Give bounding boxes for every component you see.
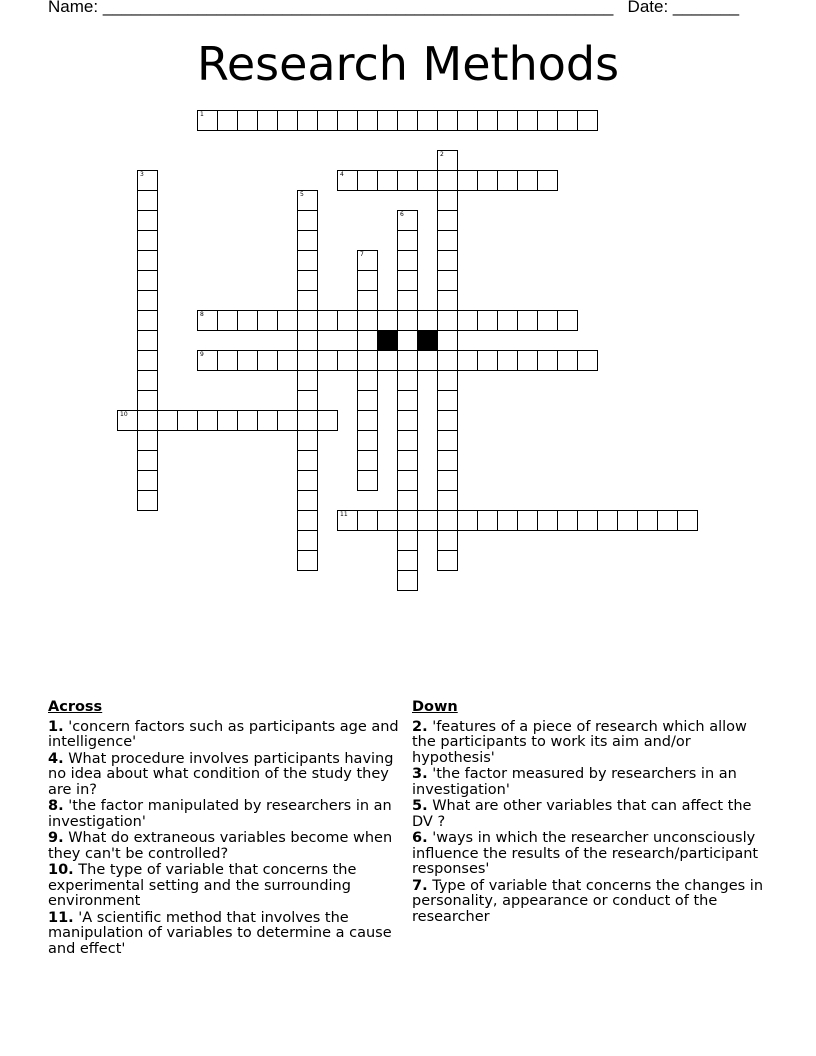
clue-number: 11.	[48, 909, 74, 926]
crossword-cell[interactable]	[357, 270, 378, 291]
crossword-cell[interactable]	[397, 290, 418, 311]
crossword-cell[interactable]	[297, 390, 318, 411]
crossword-cell[interactable]	[357, 290, 378, 311]
crossword-cell[interactable]	[397, 210, 418, 231]
crossword-cell[interactable]	[297, 550, 318, 571]
crossword-cell[interactable]	[417, 350, 438, 371]
date-blank[interactable]: _______	[672, 0, 740, 16]
crossword-cell[interactable]	[437, 270, 458, 291]
crossword-cell[interactable]	[137, 350, 158, 371]
crossword-cell[interactable]	[397, 110, 418, 131]
crossword-cell[interactable]	[137, 450, 158, 471]
crossword-cell[interactable]	[137, 310, 158, 331]
crossword-cell[interactable]	[297, 510, 318, 531]
crossword-cell[interactable]	[497, 110, 518, 131]
clue-number: 2.	[412, 718, 428, 735]
crossword-cell[interactable]	[257, 410, 278, 431]
crossword-cell[interactable]	[577, 110, 598, 131]
crossword-cell[interactable]	[397, 470, 418, 491]
crossword-cell[interactable]	[437, 350, 458, 371]
crossword-cell[interactable]	[437, 250, 458, 271]
crossword-cell[interactable]	[457, 110, 478, 131]
clue-number: 7.	[412, 877, 428, 894]
crossword-cell[interactable]	[357, 310, 378, 331]
clue-text: 'A scientific method that involves the manipulation of variables to determine a cause and effect'	[48, 909, 392, 957]
crossword-cell[interactable]	[517, 510, 538, 531]
crossword-cell[interactable]	[357, 390, 378, 411]
crossword-cell[interactable]	[397, 270, 418, 291]
crossword-cell[interactable]	[157, 410, 178, 431]
clue-number: 4.	[48, 750, 64, 767]
crossword-cell[interactable]	[357, 250, 378, 271]
name-label: Name:	[48, 0, 99, 16]
crossword-cell[interactable]	[297, 270, 318, 291]
crossword-cell[interactable]	[397, 530, 418, 551]
crossword-cell[interactable]	[137, 290, 158, 311]
crossword-cell[interactable]	[457, 510, 478, 531]
crossword-cell[interactable]	[397, 430, 418, 451]
crossword-cell[interactable]	[357, 330, 378, 351]
crossword-cell[interactable]	[137, 330, 158, 351]
clue-down-5	[412, 799, 772, 830]
crossword-cell[interactable]	[557, 310, 578, 331]
crossword-cell[interactable]	[577, 510, 598, 531]
crossword-cell[interactable]	[237, 350, 258, 371]
crossword-cell[interactable]	[197, 410, 218, 431]
crossword-cell[interactable]	[537, 310, 558, 331]
crossword-cell[interactable]	[477, 110, 498, 131]
crossword-cell[interactable]	[437, 210, 458, 231]
crossword-cell[interactable]	[437, 530, 458, 551]
crossword-cell[interactable]	[317, 110, 338, 131]
crossword-cell[interactable]	[557, 110, 578, 131]
clue-text: 'features of a piece of research which allow the participants to work its aim and/or hypothesis'	[412, 718, 747, 766]
crossword-cell[interactable]	[297, 470, 318, 491]
clue-text: 'concern factors such as participants age and intelligence'	[48, 718, 399, 750]
crossword-cell[interactable]	[137, 210, 158, 231]
crossword-cell[interactable]	[357, 110, 378, 131]
crossword-cell[interactable]	[297, 290, 318, 311]
crossword-cell[interactable]	[337, 170, 358, 191]
crossword-cell[interactable]	[537, 110, 558, 131]
clue-text: What are other variables that can affect the DV ?	[412, 798, 752, 830]
crossword-cell[interactable]	[377, 310, 398, 331]
crossword-cell[interactable]	[537, 510, 558, 531]
across-clues	[48, 700, 406, 958]
crossword-cell[interactable]	[237, 310, 258, 331]
crossword-cell[interactable]	[437, 450, 458, 471]
clue-number-label: 2	[440, 151, 444, 158]
clue-number-label: 10	[120, 411, 128, 418]
black-square	[417, 330, 438, 351]
crossword-cell[interactable]	[257, 110, 278, 131]
crossword-cell[interactable]	[357, 450, 378, 471]
clue-number-label: 3	[140, 171, 144, 178]
down-clues	[412, 700, 772, 926]
clue-number-label: 9	[200, 351, 204, 358]
crossword-cell[interactable]	[437, 550, 458, 571]
crossword-cell[interactable]	[537, 350, 558, 371]
crossword-cell[interactable]	[457, 170, 478, 191]
clue-text: What do extraneous variables become when they can't be controlled?	[48, 830, 393, 862]
clue-number-label: 1	[200, 111, 204, 118]
crossword-cell[interactable]	[137, 410, 158, 431]
crossword-cell[interactable]	[337, 310, 358, 331]
crossword-cell[interactable]	[317, 310, 338, 331]
clue-number: 6.	[412, 830, 428, 846]
crossword-cell[interactable]	[437, 410, 458, 431]
crossword-cell[interactable]	[357, 470, 378, 491]
crossword-cell[interactable]	[357, 350, 378, 371]
crossword-cell[interactable]	[377, 510, 398, 531]
crossword-cell[interactable]	[137, 190, 158, 211]
crossword-cell[interactable]	[357, 370, 378, 391]
crossword-cell[interactable]	[437, 430, 458, 451]
crossword-cell[interactable]	[557, 350, 578, 371]
crossword-cell[interactable]	[297, 210, 318, 231]
crossword-cell[interactable]	[597, 510, 618, 531]
crossword-cell[interactable]	[237, 410, 258, 431]
crossword-cell[interactable]	[217, 310, 238, 331]
crossword-cell[interactable]	[397, 510, 418, 531]
crossword-cell[interactable]	[397, 350, 418, 371]
crossword-cell[interactable]	[297, 310, 318, 331]
crossword-cell[interactable]	[397, 570, 418, 591]
clue-text: 'ways in which the researcher unconsciously influence the results of the research/participant responses'	[412, 830, 759, 877]
crossword-cell[interactable]	[297, 230, 318, 251]
clue-down-3	[412, 767, 772, 798]
clue-text: Type of variable that concerns the changes in personality, appearance or conduct of the researcher	[412, 877, 764, 925]
clue-across-10	[48, 863, 406, 910]
crossword-cell[interactable]	[297, 350, 318, 371]
crossword-cell[interactable]	[437, 290, 458, 311]
crossword-cell[interactable]	[117, 410, 138, 431]
crossword-cell[interactable]	[277, 310, 298, 331]
crossword-cell[interactable]	[517, 350, 538, 371]
crossword-cell[interactable]	[377, 110, 398, 131]
crossword-cell[interactable]	[297, 430, 318, 451]
crossword-cell[interactable]	[357, 410, 378, 431]
crossword-cell[interactable]	[477, 170, 498, 191]
crossword-cell[interactable]	[497, 510, 518, 531]
crossword-cell[interactable]	[297, 410, 318, 431]
crossword-cell[interactable]	[317, 350, 338, 371]
crossword-cell[interactable]	[357, 170, 378, 191]
clue-across-8	[48, 799, 406, 830]
crossword-cell[interactable]	[417, 510, 438, 531]
crossword-cell[interactable]	[397, 550, 418, 571]
crossword-cell[interactable]	[297, 250, 318, 271]
crossword-cell[interactable]	[217, 350, 238, 371]
clue-text: What procedure involves participants having no idea about what condition of the study they are in?	[48, 750, 394, 798]
crossword-cell[interactable]	[517, 110, 538, 131]
crossword-cell[interactable]	[437, 110, 458, 131]
crossword-cell[interactable]	[437, 390, 458, 411]
clue-number: 1.	[48, 718, 64, 735]
crossword-cell[interactable]	[497, 310, 518, 331]
crossword-cell[interactable]	[637, 510, 658, 531]
black-square	[377, 330, 398, 351]
crossword-cell[interactable]	[177, 410, 198, 431]
name-blank[interactable]: ______________________________________________________	[102, 0, 614, 16]
crossword-cell[interactable]	[437, 310, 458, 331]
crossword-cell[interactable]	[137, 230, 158, 251]
crossword-cell[interactable]	[557, 510, 578, 531]
clue-number-label: 11	[340, 511, 348, 518]
crossword-cell[interactable]	[437, 490, 458, 511]
crossword-cell[interactable]	[137, 490, 158, 511]
crossword-cell[interactable]	[397, 370, 418, 391]
crossword-cell[interactable]	[337, 510, 358, 531]
crossword-cell[interactable]	[437, 510, 458, 531]
crossword-cell[interactable]	[137, 270, 158, 291]
crossword-cell[interactable]	[137, 470, 158, 491]
crossword-cell[interactable]	[397, 390, 418, 411]
crossword-cell[interactable]	[437, 330, 458, 351]
clue-number-label: 4	[340, 171, 344, 178]
crossword-cell[interactable]	[437, 370, 458, 391]
crossword-cell[interactable]	[317, 410, 338, 431]
crossword-cell[interactable]	[437, 190, 458, 211]
clue-number: 9.	[48, 830, 64, 846]
crossword-cell[interactable]	[477, 350, 498, 371]
crossword-cell[interactable]	[137, 430, 158, 451]
crossword-cell[interactable]	[437, 230, 458, 251]
crossword-cell[interactable]	[397, 450, 418, 471]
crossword-cell[interactable]	[497, 170, 518, 191]
crossword-cell[interactable]	[477, 510, 498, 531]
crossword-cell[interactable]	[617, 510, 638, 531]
crossword-cell[interactable]	[377, 350, 398, 371]
crossword-cell[interactable]	[237, 110, 258, 131]
crossword-cell[interactable]	[677, 510, 698, 531]
crossword-cell[interactable]	[297, 190, 318, 211]
crossword-cell[interactable]	[277, 350, 298, 371]
clue-down-2	[412, 720, 772, 767]
crossword-cell[interactable]	[397, 170, 418, 191]
crossword-cell[interactable]	[297, 110, 318, 131]
clue-number: 10.	[48, 862, 74, 878]
crossword-cell[interactable]	[217, 110, 238, 131]
clue-text: The type of variable that concerns the experimental setting and the surrounding environment	[48, 862, 357, 909]
crossword-cell[interactable]	[657, 510, 678, 531]
crossword-cell[interactable]	[137, 170, 158, 191]
crossword-cell[interactable]	[517, 170, 538, 191]
crossword-cell[interactable]	[297, 490, 318, 511]
crossword-cell[interactable]	[397, 490, 418, 511]
page-title: Research Methods	[196, 37, 620, 91]
crossword-cell[interactable]	[437, 470, 458, 491]
date-label: Date:	[627, 0, 669, 16]
crossword-cell[interactable]	[197, 350, 218, 371]
clue-across-4	[48, 752, 406, 799]
crossword-cell[interactable]	[217, 410, 238, 431]
crossword-cell[interactable]	[297, 450, 318, 471]
crossword-cell[interactable]	[357, 510, 378, 531]
crossword-cell[interactable]	[397, 230, 418, 251]
crossword-cell[interactable]	[457, 310, 478, 331]
crossword-cell[interactable]	[497, 350, 518, 371]
crossword-cell[interactable]	[537, 170, 558, 191]
clue-number-label: 5	[300, 191, 304, 198]
clue-across-1	[48, 720, 406, 751]
crossword-cell[interactable]	[197, 110, 218, 131]
crossword-cell[interactable]	[397, 410, 418, 431]
crossword-cell[interactable]	[417, 170, 438, 191]
crossword-cell[interactable]	[437, 150, 458, 171]
crossword-cell[interactable]	[437, 170, 458, 191]
crossword-cell[interactable]	[477, 310, 498, 331]
crossword-cell[interactable]	[577, 350, 598, 371]
clue-number-label: 6	[400, 211, 404, 218]
crossword-cell[interactable]	[297, 330, 318, 351]
crossword-cell[interactable]	[457, 350, 478, 371]
crossword-cell[interactable]	[297, 530, 318, 551]
crossword-cell[interactable]	[137, 250, 158, 271]
clue-text: 'the factor manipulated by researchers in an investigation'	[48, 798, 392, 830]
crossword-cell[interactable]	[397, 330, 418, 351]
crossword-cell[interactable]	[137, 370, 158, 391]
crossword-cell[interactable]	[257, 310, 278, 331]
crossword-cell[interactable]	[277, 410, 298, 431]
crossword-cell[interactable]	[377, 170, 398, 191]
crossword-cell[interactable]	[397, 250, 418, 271]
clue-number: 5.	[412, 798, 428, 814]
crossword-cell[interactable]	[397, 310, 418, 331]
clue-across-9	[48, 831, 406, 862]
clue-down-7	[412, 879, 772, 926]
crossword-cell[interactable]	[197, 310, 218, 331]
down-heading: Down	[412, 699, 458, 715]
crossword-cell[interactable]	[417, 310, 438, 331]
clue-across-11	[48, 911, 406, 958]
clue-number-label: 7	[360, 251, 364, 258]
crossword-cell[interactable]	[517, 310, 538, 331]
across-heading: Across	[48, 699, 103, 715]
crossword-cell[interactable]	[277, 110, 298, 131]
crossword-cell[interactable]	[357, 430, 378, 451]
clue-number: 8.	[48, 798, 64, 814]
crossword-cell[interactable]	[337, 110, 358, 131]
clue-number: 3.	[412, 766, 428, 782]
crossword-cell[interactable]	[297, 370, 318, 391]
clue-down-6	[412, 831, 772, 878]
crossword-cell[interactable]	[257, 350, 278, 371]
crossword-cell[interactable]	[417, 110, 438, 131]
clue-text: 'the factor measured by researchers in an investigation'	[412, 766, 737, 798]
crossword-cell[interactable]	[137, 390, 158, 411]
clue-number-label: 8	[200, 311, 204, 318]
crossword-cell[interactable]	[337, 350, 358, 371]
